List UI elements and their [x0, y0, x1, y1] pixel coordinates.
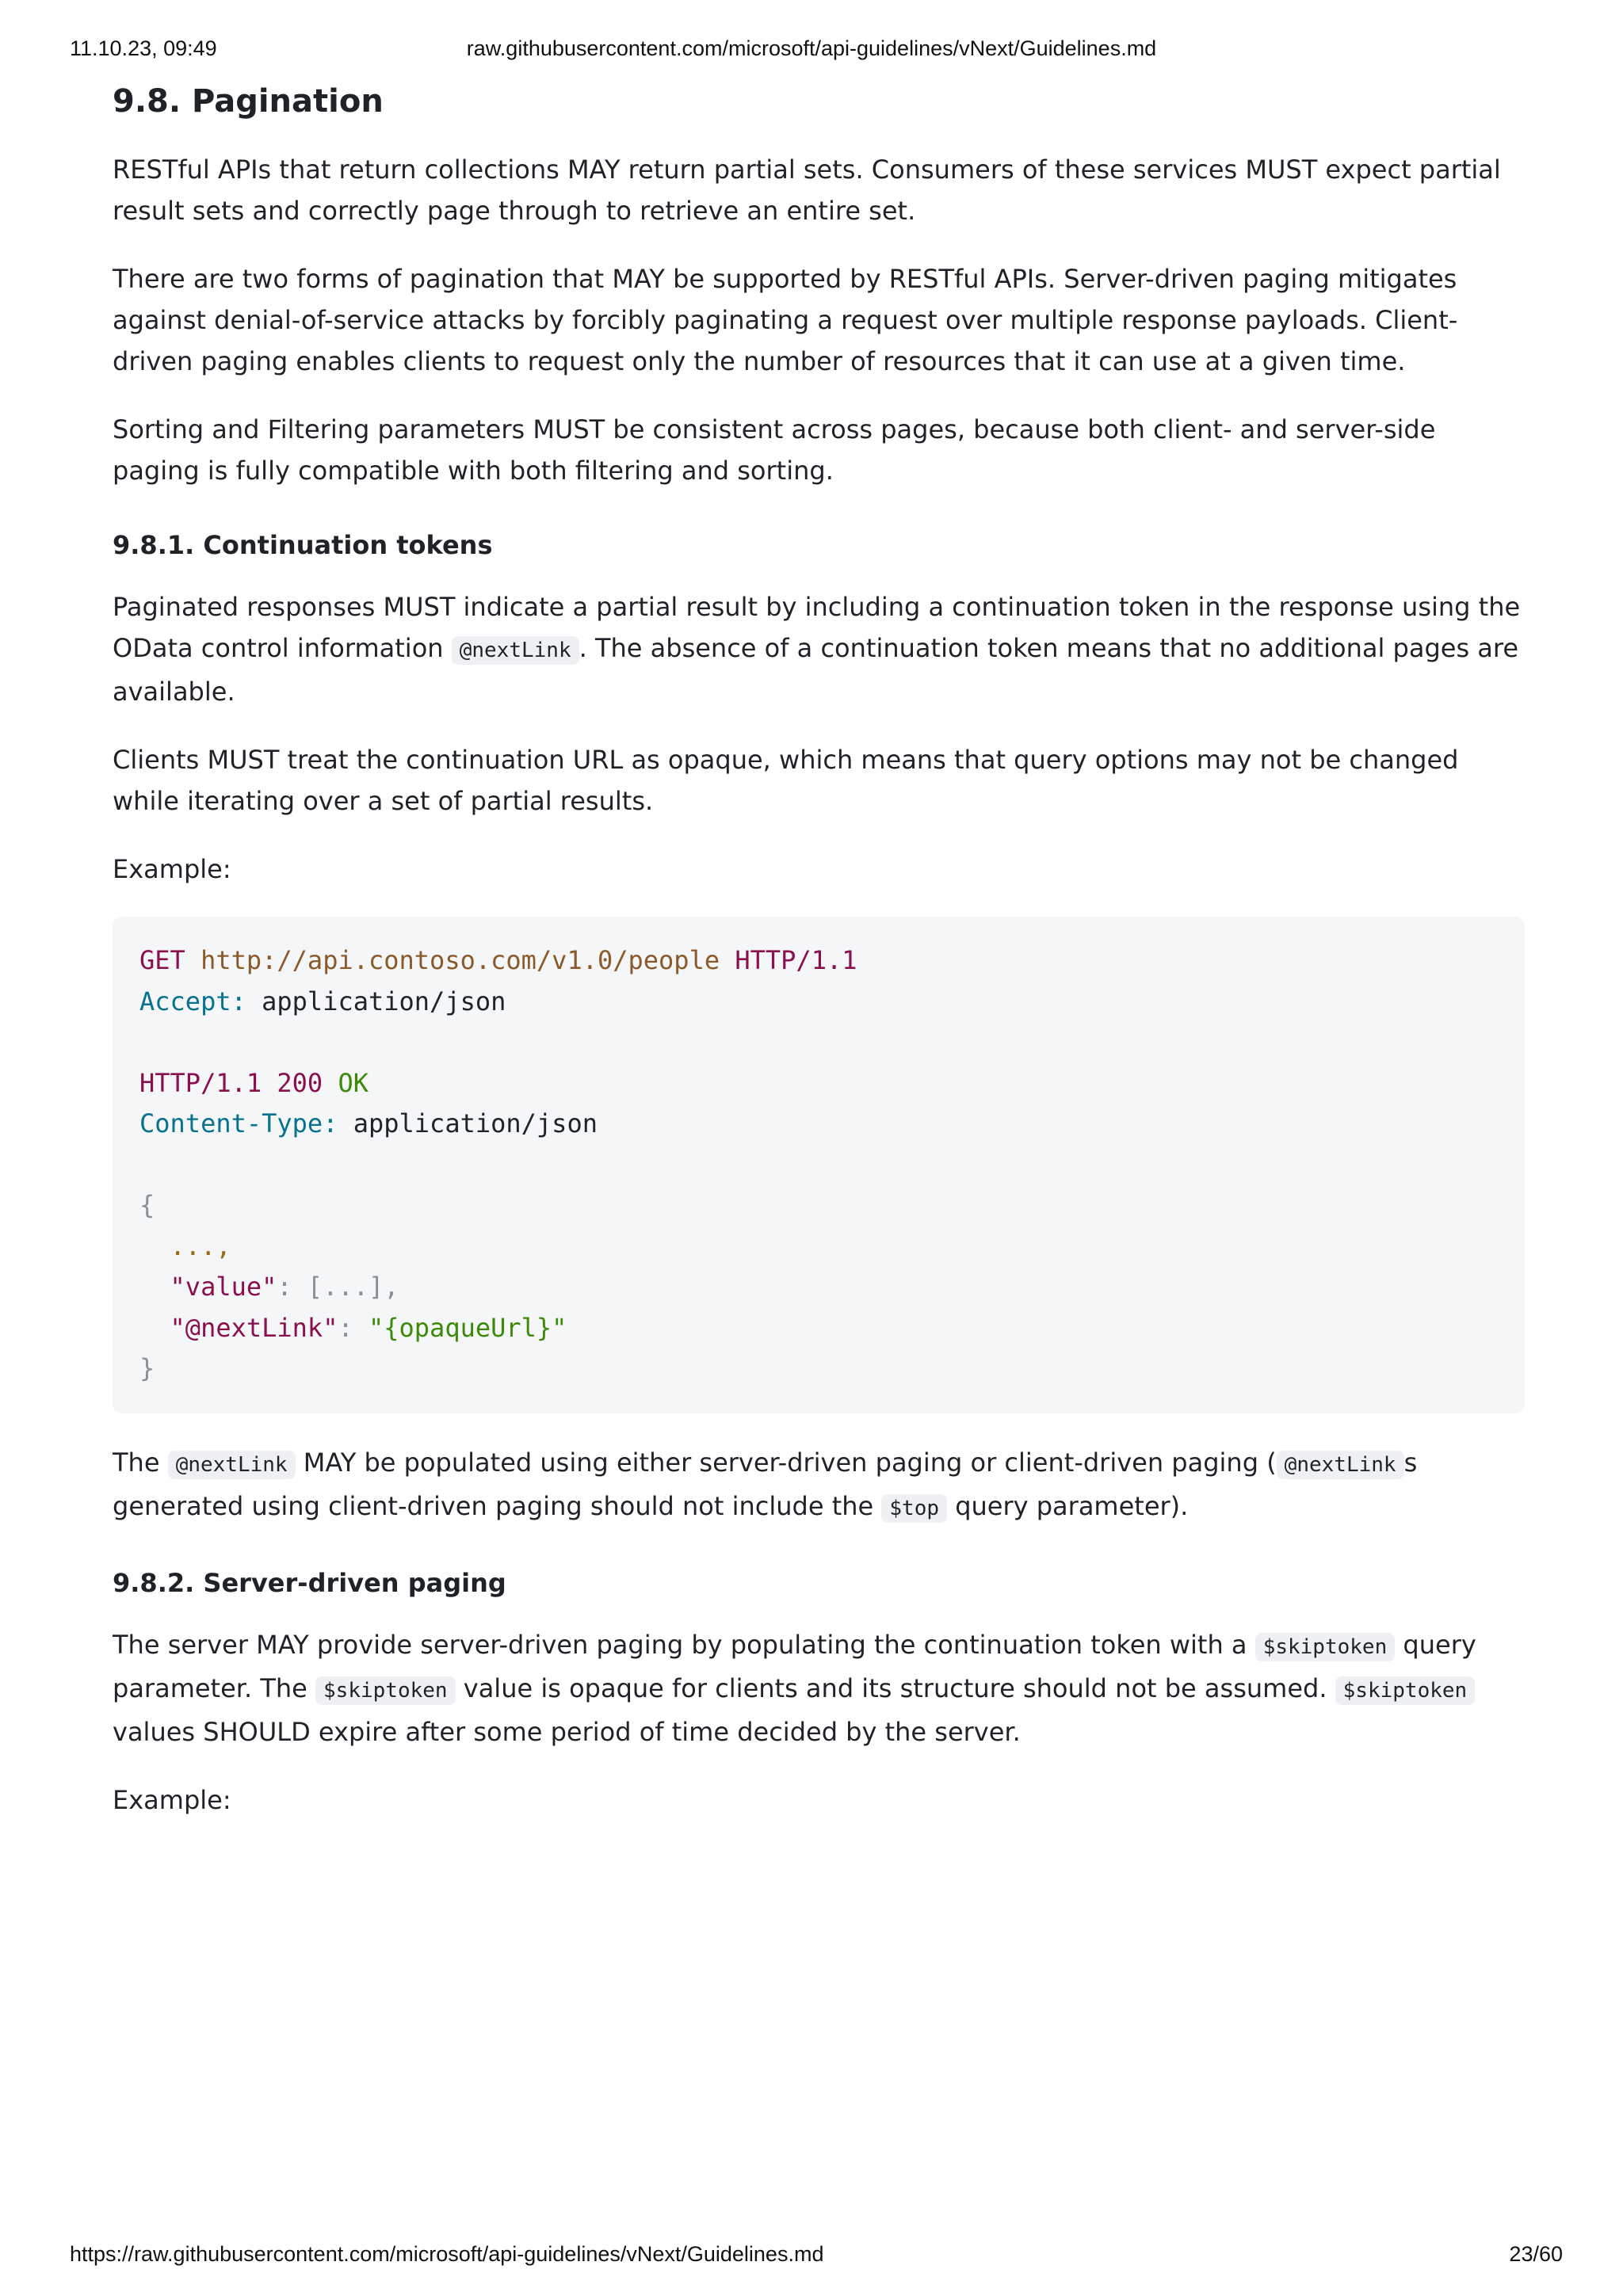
- inline-code: @nextLink: [168, 1451, 296, 1479]
- print-footer: [0, 2242, 1623, 2274]
- footer-url: https://raw.githubusercontent.com/microsoft/api-guidelines/vNext/Guidelines.md: [70, 2242, 824, 2266]
- print-datetime: 11.10.23, 09:49: [70, 36, 217, 60]
- inline-code: $skiptoken: [1335, 1676, 1476, 1705]
- section-title: 9.8. Pagination: [113, 83, 384, 120]
- code-block: GET http://api.contoso.com/v1.0/people HTTP/1.1 Accept: application/json HTTP/1.1 200 OK Content-Type: application/json { ..., "value": [...], "@nextLink": "{opaqueUrl}" }: [113, 917, 1525, 1413]
- page-number: 23/60: [1509, 2242, 1563, 2266]
- example-label: Example:: [113, 854, 231, 884]
- inline-code: @nextLink: [452, 636, 579, 665]
- paragraph: There are two forms of pagination that MAY be supported by RESTful APIs. Server-driven paging mitigates against denial-of-service attacks by forcibly paginating a request over multiple response payloads. Client-driven paging enables clients to request only the number of resources that it can use at a given time.: [113, 264, 1458, 376]
- paragraph: Paginated responses MUST indicate a partial result by including a continuation token in the response using the OData control information @nextLink . The absence of a continuation token means that no additional pages are available.: [113, 592, 1521, 707]
- paragraph: RESTful APIs that return collections MAY return partial sets. Consumers of these services MUST expect partial result sets and correctly page through to retrieve an entire set.: [113, 154, 1501, 226]
- inline-code: @nextLink: [1277, 1451, 1404, 1479]
- paragraph: The @nextLink MAY be populated using either server-driven paging or client-driven paging ( @nextLink s generated using client-driven paging should not include the $top query parameter).: [113, 1447, 1418, 1521]
- paragraph: Clients MUST treat the continuation URL as opaque, which means that query options may not be changed while iterating over a set of partial results.: [113, 745, 1459, 816]
- inline-code: $skiptoken: [315, 1676, 456, 1705]
- subsection-title-continuation-tokens: 9.8.1. Continuation tokens: [113, 530, 493, 560]
- print-url: raw.githubusercontent.com/microsoft/api-guidelines/vNext/Guidelines.md: [466, 36, 1157, 60]
- inline-code: $top: [881, 1494, 947, 1523]
- example-label: Example:: [113, 1784, 231, 1815]
- print-header: [0, 36, 1623, 68]
- paragraph: Sorting and Filtering parameters MUST be consistent across pages, because both client- and server-side paging is fully compatible with both filtering and sorting.: [113, 414, 1436, 486]
- document-content: [113, 78, 1525, 1848]
- paragraph: The server MAY provide server-driven paging by populating the continuation token with a $skiptoken query parameter. The $skiptoken value is opaque for clients and its structure should not be assumed. $skiptoken values SHOULD expire after some period of time decided by the server.: [113, 1629, 1476, 1747]
- subsection-title-server-driven-paging: 9.8.2. Server-driven paging: [113, 1567, 506, 1598]
- inline-code: $skiptoken: [1255, 1633, 1396, 1661]
